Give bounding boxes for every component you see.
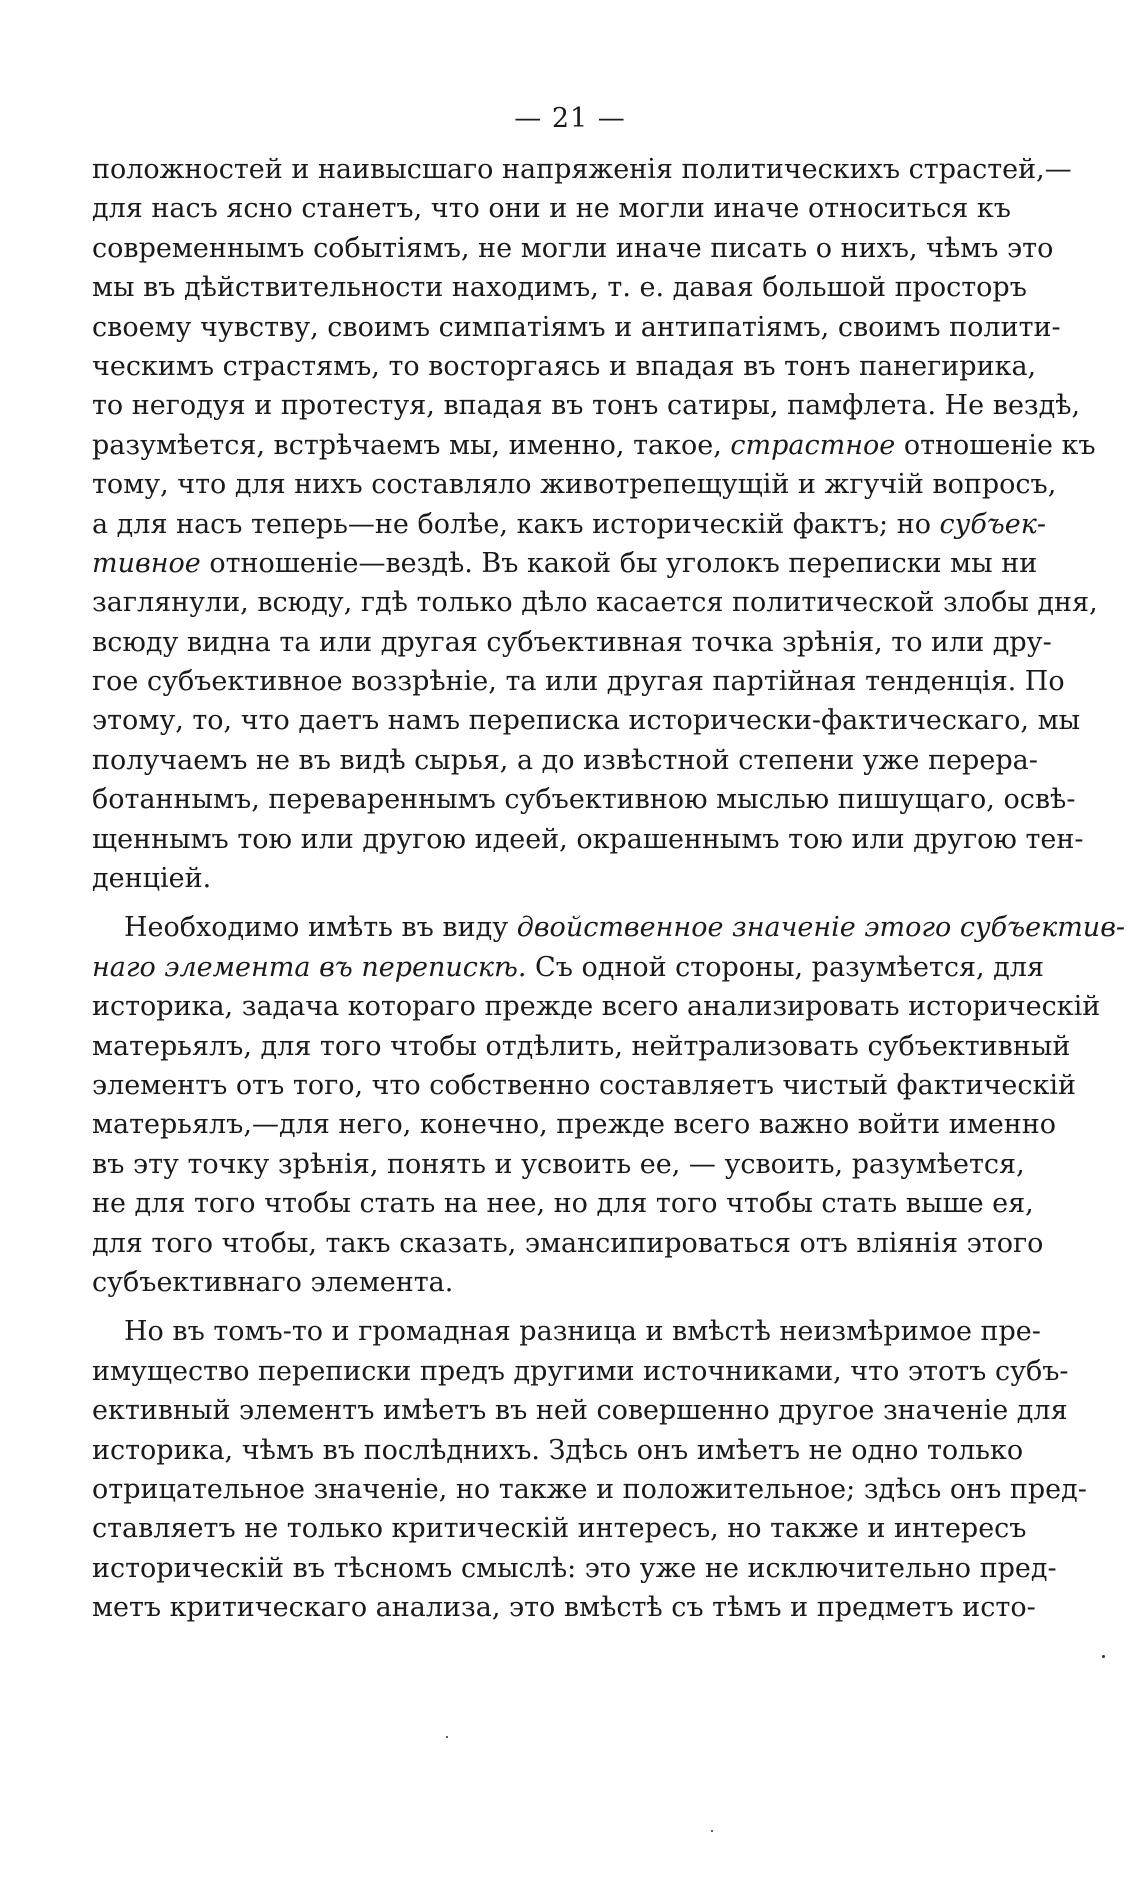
text: мы въ дѣйствительности находимъ, т. е. давая большой просторъ (92, 272, 1027, 304)
text-line (92, 1184, 1034, 1223)
italic-text: двойственное значеніе этого субъектив- (516, 912, 1126, 944)
text: Но въ томъ-то и громадная разница и вмѣстѣ неизмѣримое пре- (124, 1316, 1041, 1348)
print-speck (446, 1736, 448, 1738)
text: историка, задача котораго прежде всего анализировать историческій (92, 991, 1101, 1023)
text-line (92, 505, 1047, 544)
text: ботаннымъ, перевареннымъ субъективною мыслью пишущаго, освѣ- (92, 784, 1076, 816)
text: матерьялъ,—для него, конечно, прежде всего важно войти именно (92, 1109, 1056, 1141)
paragraph-gap (92, 898, 1004, 908)
print-speck (711, 1830, 713, 1832)
text-line (92, 1105, 1056, 1144)
text: ческимъ страстямъ, то восторгаясь и впадая въ тонъ панегирика, (92, 350, 1037, 382)
text-line (92, 623, 1052, 662)
text-line (92, 229, 1054, 268)
text-line (92, 1470, 1087, 1509)
text-line (92, 386, 1081, 425)
text: своему чувству, своимъ симпатіямъ и антипатіямъ, своимъ полити- (92, 311, 1061, 343)
text: историческій въ тѣсномъ смыслѣ: это уже не исключительно пред- (92, 1552, 1057, 1584)
text: современнымъ событіямъ, не могли иначе писать о нихъ, чѣмъ это (92, 232, 1054, 264)
text-line (92, 859, 1004, 898)
text-line (92, 150, 1072, 189)
text: Съ одной стороны, разумѣется, для (526, 951, 1044, 983)
text: для насъ ясно станетъ, что они и не могли иначе относиться къ (92, 193, 1011, 225)
text-line (92, 544, 1038, 583)
text: отношеніе—вездѣ. Въ какой бы уголокъ переписки мы ни (200, 547, 1038, 579)
italic-text: тивное (92, 547, 201, 579)
text: щеннымъ тою или другою идеей, окрашеннымъ тою или другою тен- (92, 823, 1084, 855)
body-text (92, 150, 1126, 1627)
text-line (92, 1312, 1041, 1351)
text-line (92, 465, 1057, 504)
text-line (92, 1145, 1025, 1184)
text: этому, то, что даетъ намъ переписка исторически-фактическаго, мы (92, 705, 1081, 737)
italic-text: субъек- (939, 508, 1047, 540)
text-line (92, 1549, 1057, 1588)
text-line (92, 1263, 1004, 1302)
text-line (92, 1352, 1069, 1391)
text: историка, чѣмъ въ послѣднихъ. Здѣсь онъ имѣетъ не одно только (92, 1434, 1024, 1466)
text: а для насъ теперь—не болѣе, какъ историческій фактъ; но (92, 508, 940, 540)
text: заглянули, всюду, гдѣ только дѣло касается политической злобы дня, (92, 587, 1098, 619)
text-line (92, 820, 1084, 859)
paragraph-gap (92, 1302, 1004, 1312)
text-line (92, 347, 1037, 386)
text-line (92, 189, 1011, 228)
text: ективный элементъ имѣетъ въ ней совершенно другое значеніе для (92, 1395, 1068, 1427)
text: субъективнаго элемента. (92, 1266, 454, 1298)
text: гое субъективное воззрѣніе, та или другая партійная тенденція. По (92, 666, 1065, 698)
text-line (92, 908, 1126, 947)
text: получаемъ не въ видѣ сырья, а до извѣстной степени уже перера- (92, 744, 1038, 776)
text-line (92, 1027, 1071, 1066)
text: метъ критическаго анализа, это вмѣстѣ съ тѣмъ и предметъ исто- (92, 1592, 1036, 1624)
text: денціей. (92, 863, 212, 895)
text: всюду видна та или другая субъективная точка зрѣнія, то или дру- (92, 626, 1052, 658)
text: въ эту точку зрѣнія, понять и усвоить ее, — усвоить, разумѣется, (92, 1148, 1025, 1180)
text-line (92, 987, 1101, 1026)
text: отношеніе къ (895, 429, 1096, 461)
text: не для того чтобы стать на нее, но для того чтобы стать выше ея, (92, 1188, 1034, 1220)
text-line (92, 1224, 1044, 1263)
text-line (92, 268, 1027, 307)
text: Необходимо имѣть въ виду (124, 912, 517, 944)
text-line (92, 741, 1038, 780)
text: ставляетъ не только критическій интересъ, но также и интересъ (92, 1513, 1027, 1545)
text: положностей и наивысшаго напряженія политическихъ страстей,— (92, 154, 1072, 185)
text: отрицательное значеніе, но также и положительное; здѣсь онъ пред- (92, 1473, 1087, 1505)
text-line (92, 662, 1065, 701)
text: имущество переписки предъ другими источниками, что этотъ субъ- (92, 1355, 1069, 1387)
text-line (92, 1588, 1036, 1627)
text-line (92, 1066, 1077, 1105)
text-line (92, 426, 1096, 465)
italic-text: страстное (730, 429, 896, 461)
italic-text: наго элемента въ перепискѣ. (92, 951, 527, 983)
text-line (92, 701, 1081, 740)
text-line (92, 780, 1076, 819)
text-line (92, 1509, 1027, 1548)
text-line (92, 948, 1044, 987)
text-line (92, 583, 1098, 622)
text: тому, что для нихъ составляло животрепещущій и жгучій вопросъ, (92, 469, 1057, 501)
page-number: — 21 — (514, 103, 626, 134)
text-line (92, 308, 1061, 347)
text: матерьялъ, для того чтобы отдѣлить, нейтрализовать субъективный (92, 1030, 1071, 1062)
text: то негодуя и протестуя, впадая въ тонъ сатиры, памфлета. Не вездѣ, (92, 390, 1081, 422)
text-line (92, 1431, 1024, 1470)
text-line (92, 1391, 1068, 1430)
print-speck (1102, 1655, 1105, 1658)
text: для того чтобы, такъ сказать, эмансипироваться отъ вліянія этого (92, 1227, 1044, 1259)
text: разумѣется, встрѣчаемъ мы, именно, такое, (92, 429, 731, 461)
text: элементъ отъ того, что собственно составляетъ чистый фактическій (92, 1069, 1077, 1101)
